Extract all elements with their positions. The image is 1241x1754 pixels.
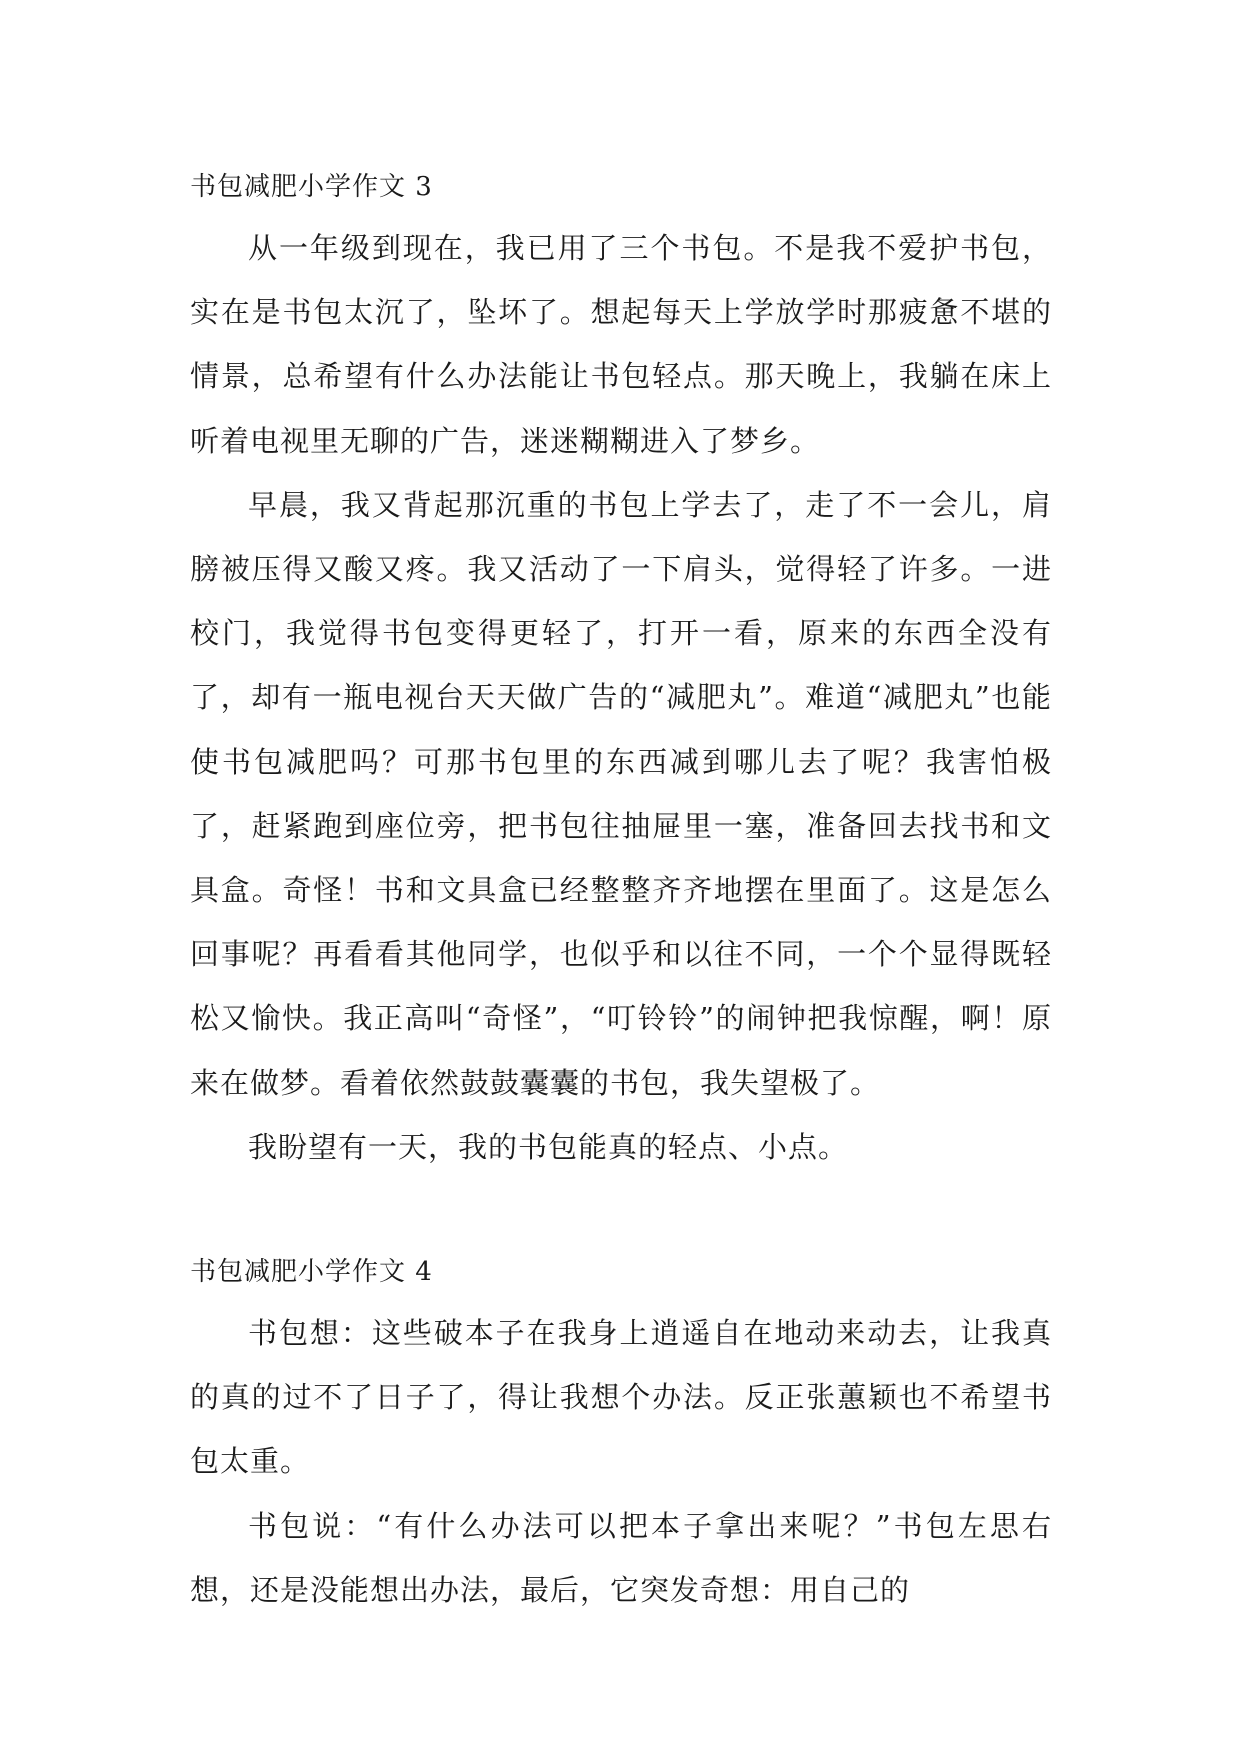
paragraph: 书包说：“有什么办法可以把本子拿出来呢？”书包左思右想，还是没能想出办法，最后，它突发奇想：用自己的 [190,1508,1052,1607]
paragraph: 书包想：这些破本子在我身上逍遥自在地动来动去，让我真的真的过不了日子了，得让我想个办法。反正张蕙颖也不希望书包太重。 [190,1316,1052,1479]
essay-section-3 [190,158,1052,1179]
paragraph: 我盼望有一天，我的书包能真的轻点、小点。 [248,1129,849,1164]
paragraph: 早晨，我又背起那沉重的书包上学去了，走了不一会儿，肩膀被压得又酸又疼。我又活动了一下肩头，觉得轻了许多。一进校门，我觉得书包变得更轻了，打开一看，原来的东西全没有了，却有一瓶电视台天天做广告的“减肥丸”。难道“减肥丸”也能使书包减肥吗？可那书包里的东西减到哪儿去了呢？我害怕极了，赶紧跑到座位旁，把书包往抽屉里一塞，准备回去找书和文具盒。奇怪！书和文具盒已经整整齐齐地摆在里面了。这是怎么回事呢？再看看其他同学，也似乎和以往不同，一个个显得既轻松又愉快。我正高叫“奇怪”，“叮铃铃”的闹钟把我惊醒，啊！原来在做梦。看着依然鼓鼓囊囊的书包，我失望极了。 [190,487,1052,1100]
paragraph: 从一年级到现在，我已用了三个书包。不是我不爱护书包，实在是书包太沉了，坠坏了。想起每天上学放学时那疲惫不堪的情景，总希望有什么办法能让书包轻点。那天晚上，我躺在床上听着电视里无聊的广告，迷迷糊糊进入了梦乡。 [190,231,1052,458]
section-heading: 书包减肥小学作文 4 [190,1257,433,1288]
section-heading: 书包减肥小学作文 3 [190,172,433,202]
document-body [190,158,1052,1622]
essay-section-4 [190,1243,1052,1622]
